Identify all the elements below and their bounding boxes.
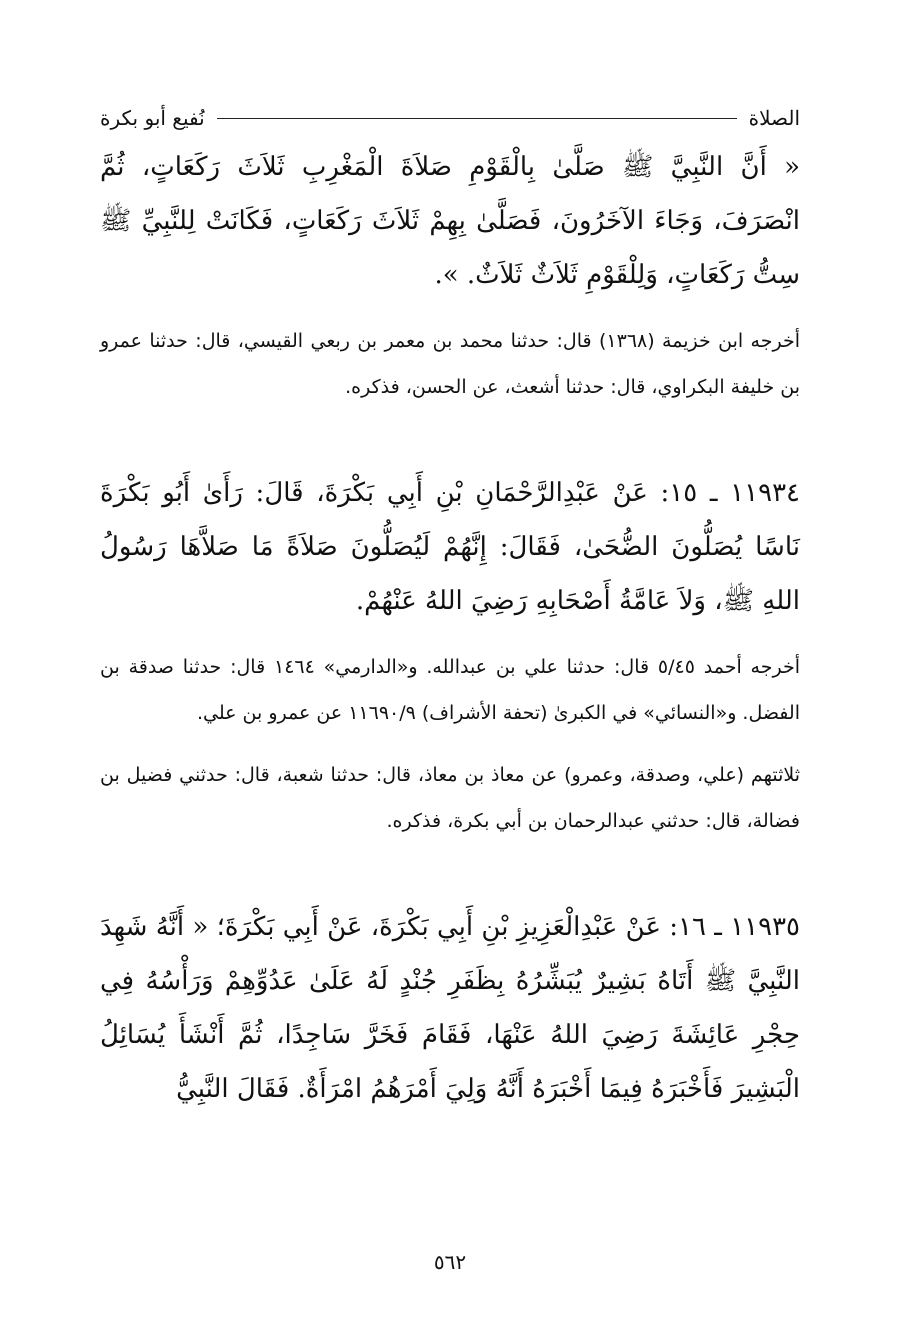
spacer bbox=[100, 410, 800, 466]
running-header bbox=[100, 100, 800, 136]
page-number: ٥٦٢ bbox=[433, 1250, 467, 1274]
spacer bbox=[100, 736, 800, 752]
hadith-text-3: ١١٩٣٥ ـ ١٦: عَنْ عَبْدِالْعَزِيزِ بْنِ أَبِي بَكْرَةَ، عَنْ أَبِي بَكْرَةَ؛ « أَنَّهُ شَهِدَ النَّبِيَّ ﷺ أَتَاهُ بَشِيرٌ يُبَشِّرُهُ بِظَفَرِ جُنْدٍ لَهُ عَلَىٰ عَدُوِّهِمْ وَرَأْسُهُ فِي حِجْرِ عَائِشَةَ رَضِيَ اللهُ عَنْهَا، فَقَامَ فَخَرَّ سَاجِدًا، ثُمَّ أَنْشَأَ يُسَائِلُ الْبَشِيرَ فَأَخْبَرَهُ فِيمَا أَخْبَرَهُ أَنَّهُ وَلِيَ أَمْرَهُمُ امْرَأَةٌ. فَقَالَ النَّبِيُّ bbox=[100, 912, 801, 1104]
takhrij-note-1: أخرجه ابن خزيمة (١٣٦٨) قال: حدثنا محمد بن معمر بن ربعي القيسي، قال: حدثنا عمرو بن خليفة البكراوي، قال: حدثنا أشعث، عن الحسن، فذكره. bbox=[100, 330, 800, 398]
header-section-title: الصلاة bbox=[748, 106, 800, 130]
page-content bbox=[100, 140, 800, 1116]
takhrij-note-2: أخرجه أحمد ٥/٤٥ قال: حدثنا علي بن عبدالله. و«الدارمي» ١٤٦٤ قال: حدثنا صدقة بن الفضل. و«النسائي» في الكبرىٰ (تحفة الأشراف) ١١٦٩٠/٩ عن عمرو بن علي. bbox=[100, 656, 800, 724]
hadith-text-2: ١١٩٣٤ ـ ١٥: عَنْ عَبْدِالرَّحْمَانِ بْنِ أَبِي بَكْرَةَ، قَالَ: رَأَىٰ أَبُو بَكْرَةَ نَاسًا يُصَلُّونَ الضُّحَىٰ، فَقَالَ: إِنَّهُمْ لَيُصَلُّونَ صَلاَةً مَا صَلاَّهَا رَسُولُ اللهِ ﷺ، وَلاَ عَامَّةُ أَصْحَابِهِ رَضِيَ اللهُ عَنْهُمْ. bbox=[100, 478, 800, 616]
header-rule bbox=[217, 118, 737, 119]
hadith-text-1: « أَنَّ النَّبِيَّ ﷺ صَلَّىٰ بِالْقَوْمِ صَلاَةَ الْمَغْرِبِ ثَلاَثَ رَكَعَاتٍ، ثُمَّ انْصَرَفَ، وَجَاءَ الآخَرُونَ، فَصَلَّىٰ بِهِمْ ثَلاَثَ رَكَعَاتٍ، فَكَانَتْ لِلنَّبِيِّ ﷺ سِتُّ رَكَعَاتٍ، وَلِلْقَوْمِ ثَلاَثٌ ثَلاَثٌ. ». bbox=[100, 152, 800, 290]
spacer bbox=[100, 302, 800, 318]
spacer bbox=[100, 844, 800, 900]
header-narrator-name: نُفيع أبو بكرة bbox=[100, 106, 205, 130]
book-page bbox=[100, 100, 800, 1300]
takhrij-note-3: ثلاثتهم (علي، وصدقة، وعمرو) عن معاذ بن معاذ، قال: حدثنا شعبة، قال: حدثني فضيل بن فضالة، قال: حدثني عبدالرحمان بن أبي بكرة، فذكره. bbox=[100, 764, 800, 832]
spacer bbox=[100, 628, 800, 644]
